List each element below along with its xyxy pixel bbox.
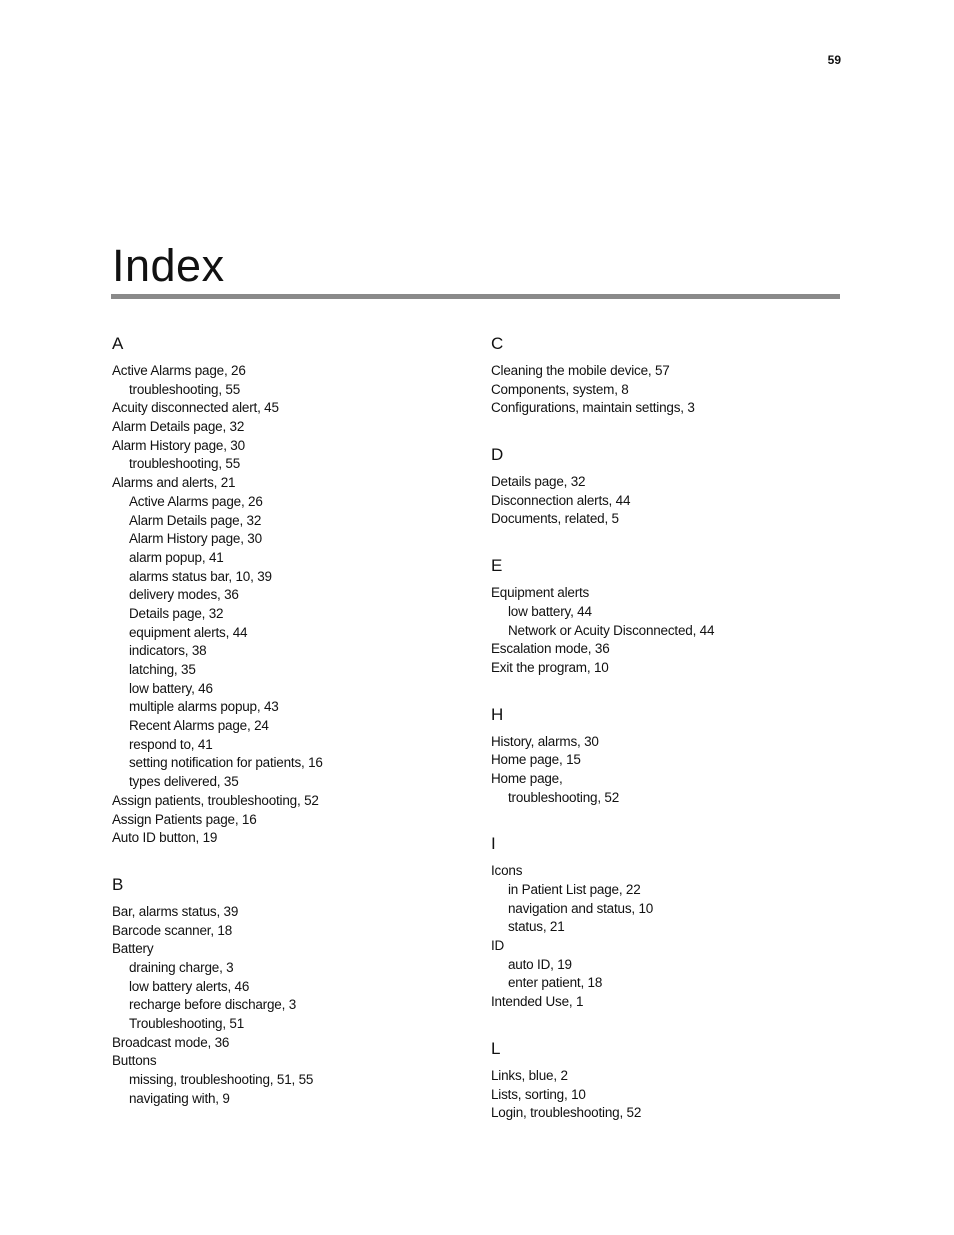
title-rule	[111, 294, 840, 299]
index-entry-list	[491, 862, 851, 1012]
index-subentry: low battery, 44	[508, 603, 592, 619]
index-subentry: missing, troubleshooting, 51, 55	[129, 1072, 314, 1088]
index-entry: Icons	[491, 863, 523, 879]
index-entry: Broadcast mode, 36	[112, 1034, 230, 1050]
section-letter: L	[491, 1038, 501, 1058]
index-section-e	[491, 555, 851, 677]
index-subentry: setting notification for patients, 16	[129, 755, 323, 771]
index-subentry: recharge before discharge, 3	[129, 997, 297, 1013]
index-subentry: multiple alarms popup, 43	[129, 699, 279, 715]
index-entry: Home page, 15	[491, 752, 581, 768]
index-entry: Configurations, maintain settings, 3	[491, 400, 695, 416]
index-section-a	[112, 333, 472, 848]
index-subentry: alarms status bar, 10, 39	[129, 568, 272, 584]
index-subentry: indicators, 38	[129, 643, 207, 659]
index-subentry: Troubleshooting, 51	[129, 1016, 245, 1031]
index-subentry: Alarm History page, 30	[129, 531, 262, 547]
index-subentry: draining charge, 3	[129, 959, 234, 975]
index-entry-list	[112, 903, 472, 1109]
index-subentry: delivery modes, 36	[129, 587, 239, 603]
index-subentry: troubleshooting, 55	[129, 381, 241, 397]
index-entry: Alarm History page, 30	[112, 437, 245, 453]
section-letter: E	[491, 556, 503, 576]
index-subentry: types delivered, 35	[129, 774, 239, 790]
index-entry: Cleaning the mobile device, 57	[491, 363, 670, 378]
index-entry: Home page,	[491, 770, 563, 786]
index-entry: Intended Use, 1	[491, 994, 584, 1010]
index-entry: Escalation mode, 36	[491, 641, 610, 657]
index-section-d	[491, 444, 851, 529]
index-entry: Active Alarms page, 26	[112, 363, 246, 378]
index-column-left	[112, 333, 472, 1134]
index-subentry: navigating with, 9	[129, 1090, 230, 1106]
index-subentry: low battery, 46	[129, 680, 213, 696]
index-entry: Lists, sorting, 10	[491, 1086, 586, 1102]
index-subentry: status, 21	[508, 919, 565, 935]
index-entry: Documents, related, 5	[491, 511, 619, 527]
index-entry: Disconnection alerts, 44	[491, 492, 631, 508]
index-entry: Components, system, 8	[491, 381, 629, 397]
index-entry-list	[491, 733, 851, 808]
index-entry: Login, troubleshooting, 52	[491, 1105, 642, 1121]
index-subentry: alarm popup, 41	[129, 549, 224, 565]
index-entry-list	[491, 1067, 851, 1123]
index-subentry: Details page, 32	[129, 605, 224, 621]
section-letter: I	[491, 834, 496, 854]
index-entry: Barcode scanner, 18	[112, 922, 233, 938]
index-entry: Links, blue, 2	[491, 1067, 568, 1083]
index-entry: Assign Patients page, 16	[112, 811, 257, 827]
index-entry: Exit the program, 10	[491, 659, 609, 675]
section-letter: C	[491, 334, 504, 353]
index-entry: Assign patients, troubleshooting, 52	[112, 792, 319, 808]
index-section-b	[112, 874, 472, 1109]
index-subentry: Network or Acuity Disconnected, 44	[508, 622, 715, 638]
index-entry: Bar, alarms status, 39	[112, 903, 239, 919]
index-entry: Equipment alerts	[491, 585, 590, 601]
index-entry: History, alarms, 30	[491, 733, 599, 749]
index-entry-list	[491, 584, 851, 677]
index-subentry: enter patient, 18	[508, 975, 603, 991]
index-subentry: auto ID, 19	[508, 956, 572, 972]
index-entry: Details page, 32	[491, 474, 586, 490]
index-subentry: troubleshooting, 55	[129, 456, 241, 472]
section-letter: D	[491, 445, 504, 465]
index-subentry: Active Alarms page, 26	[129, 493, 263, 509]
index-subentry: Alarm Details page, 32	[129, 512, 262, 528]
index-entry-list	[491, 473, 851, 529]
index-subentry: low battery alerts, 46	[129, 978, 250, 994]
index-entry: ID	[491, 938, 505, 954]
index-entry-list	[491, 362, 851, 418]
index-entry-list	[112, 362, 472, 848]
page-number: 59	[827, 53, 841, 67]
section-letter: H	[491, 704, 504, 724]
index-column-right	[491, 333, 851, 1149]
index-section-h	[491, 704, 851, 808]
index-subentry: navigation and status, 10	[508, 900, 654, 916]
index-subentry: in Patient List page, 22	[508, 882, 641, 897]
index-entry: Alarm Details page, 32	[112, 419, 245, 435]
index-subentry: equipment alerts, 44	[129, 624, 248, 640]
index-section-i	[491, 833, 851, 1012]
index-section-l	[491, 1038, 851, 1123]
index-subentry: respond to, 41	[129, 736, 213, 752]
index-subentry: Recent Alarms page, 24	[129, 718, 269, 734]
page-title: Index	[112, 240, 225, 291]
index-entry: Auto ID button, 19	[112, 830, 218, 846]
index-entry: Acuity disconnected alert, 45	[112, 400, 279, 416]
index-entry: Buttons	[112, 1053, 157, 1069]
index-subentry: latching, 35	[129, 662, 196, 677]
index-entry: Battery	[112, 941, 154, 957]
section-letter: B	[112, 874, 124, 894]
index-entry: Alarms and alerts, 21	[112, 475, 236, 491]
index-section-c	[491, 333, 851, 418]
section-letter: A	[112, 334, 124, 353]
index-subentry: troubleshooting, 52	[508, 789, 620, 805]
